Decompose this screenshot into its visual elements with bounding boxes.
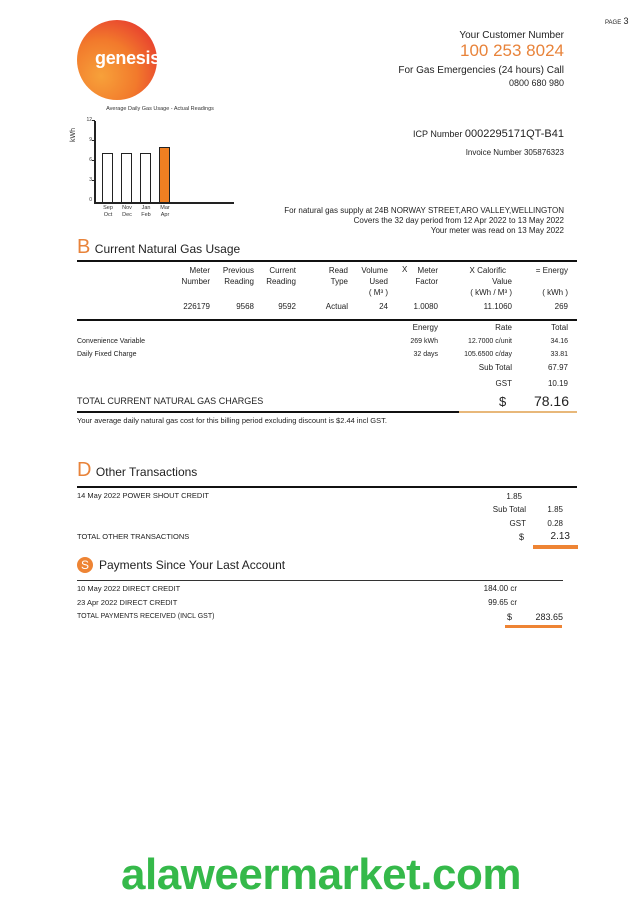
meter-factor-value: 1.0080: [413, 302, 438, 311]
header-text: Used: [369, 277, 388, 286]
charge-row: [77, 338, 568, 352]
subtotal-value: 67.97: [547, 363, 568, 372]
chart-x-axis: [94, 202, 234, 204]
x-label-line: Mar: [160, 205, 170, 211]
chart-bar: [140, 153, 151, 202]
invoice-label: Invoice Number: [465, 148, 522, 157]
y-tick: 12: [86, 117, 92, 123]
total-other-label: TOTAL OTHER TRANSACTIONS: [77, 532, 190, 541]
read-type-value: Actual: [325, 302, 348, 311]
header-text: ( kWh ): [542, 288, 568, 297]
section-b-heading: [77, 236, 240, 259]
section-b-letter: B: [77, 236, 91, 258]
currency-symbol: $: [499, 394, 507, 409]
section-b-title: Current Natural Gas Usage: [94, 242, 241, 256]
other-total-underline: [533, 545, 578, 549]
payment-label: 10 May 2022 DIRECT CREDIT: [77, 584, 181, 593]
x-label-line: Jan: [141, 205, 151, 211]
meter-table-rule: [77, 319, 577, 321]
col-energy: [520, 265, 568, 298]
dollar-circle-icon: S: [77, 557, 93, 573]
other-gst-label: GST: [509, 519, 526, 528]
header-text: Reading: [266, 277, 296, 286]
calorific-value-value: 11.1060: [483, 302, 512, 311]
header-text: Value: [492, 277, 512, 286]
payment-amount: 184.00 cr: [483, 584, 517, 593]
header-text: Volume: [361, 266, 388, 275]
section-d-rule: [77, 486, 577, 488]
col-volume-used: [350, 265, 388, 298]
charge-label: Daily Fixed Charge: [77, 351, 137, 358]
chart-y-axis: [94, 121, 96, 203]
header-text: Read: [328, 266, 348, 275]
col-calorific-value: [450, 265, 512, 298]
gst-label: GST: [495, 379, 512, 388]
transaction-amount: 1.85: [506, 492, 522, 501]
charge-rate: 12.7000 c/unit: [468, 338, 512, 345]
header-text: Meter: [417, 266, 438, 275]
current-reading-value: 9592: [278, 302, 296, 311]
x-label-line: Oct: [103, 212, 113, 218]
emergency-phone: 0800 680 980: [508, 78, 564, 88]
charges-header-rate: Rate: [495, 323, 512, 332]
other-currency: $: [519, 532, 525, 542]
charge-label: Convenience Variable: [77, 338, 145, 345]
header-text: ( kWh / M³ ): [470, 288, 512, 297]
section-d-letter: D: [77, 459, 92, 481]
supply-address: For natural gas supply at 24B NORWAY STREET,ARO VALLEY,WELLINGTON: [284, 206, 564, 215]
previous-reading-value: 9568: [236, 302, 254, 311]
x-label-line: Feb: [141, 212, 151, 218]
col-meter-number: [170, 265, 210, 287]
icp-row: [360, 128, 564, 140]
gst-value: 10.19: [547, 379, 568, 388]
chart-bar: [159, 147, 170, 202]
total-rule: [77, 411, 461, 413]
brand-name: genesis: [95, 48, 160, 68]
multiply-symbol: X: [402, 265, 408, 274]
header-text: Factor: [415, 277, 438, 286]
chart-x-label: [117, 205, 137, 219]
x-label-line: Dec: [122, 212, 132, 218]
watermark: alaweermarket.com: [121, 850, 521, 899]
chart-title: Average Daily Gas Usage - Actual Readings: [106, 106, 214, 112]
payments-title: Payments Since Your Last Account: [99, 558, 286, 572]
y-tick: 3: [89, 177, 92, 183]
transaction-label: 14 May 2022 POWER SHOUT CREDIT: [77, 491, 209, 500]
energy-value: 269: [554, 302, 568, 311]
section-d-heading: [77, 459, 197, 482]
other-subtotal: 1.85: [547, 505, 563, 514]
x-label-line: Nov: [122, 205, 132, 211]
header-text: Reading: [224, 277, 254, 286]
y-tick: 6: [89, 157, 92, 163]
y-tick: 9: [89, 137, 92, 143]
invoice-number: 305876323: [523, 148, 564, 157]
icp-label: ICP Number: [413, 129, 463, 139]
total-gas-charges: 78.16: [533, 393, 569, 409]
meter-number-value: 226179: [183, 302, 210, 311]
header-text: Type: [330, 277, 348, 286]
col-previous-reading: [214, 265, 254, 287]
emergency-label: For Gas Emergencies (24 hours) Call: [398, 65, 564, 76]
total-underline: [459, 411, 577, 413]
payments-heading: [77, 557, 285, 573]
icp-number: 0002295171QT-B41: [464, 128, 564, 140]
chart-bar: [102, 153, 113, 202]
average-cost-note: Your average daily natural gas cost for this billing period excluding discount is $2.44 incl GST.: [77, 416, 387, 425]
charge-rate: 105.6500 c/day: [464, 351, 512, 358]
meter-read-date: Your meter was read on 13 May 2022: [430, 226, 564, 235]
header-text: Current: [269, 266, 296, 275]
header-text: Number: [181, 277, 210, 286]
payment-amount: 99.65 cr: [488, 598, 517, 607]
customer-number: 100 253 8024: [460, 41, 564, 60]
payments-rule: [77, 580, 563, 581]
subtotal-label: Sub Total: [478, 363, 512, 372]
section-b-rule: [77, 260, 577, 262]
col-meter-factor: [400, 265, 438, 287]
other-subtotal-label: Sub Total: [492, 505, 526, 514]
y-tick: 0: [89, 197, 92, 203]
header-text: X Calorific: [469, 266, 506, 275]
charges-header-energy: Energy: [412, 323, 438, 332]
section-d-title: Other Transactions: [95, 465, 198, 479]
charge-total: 34.16: [550, 338, 568, 345]
total-payments-label: TOTAL PAYMENTS RECEIVED (INCL GST): [77, 613, 215, 620]
payments-total-underline: [505, 625, 562, 628]
chart-x-label: [136, 205, 156, 219]
total-gas-charges-label: TOTAL CURRENT NATURAL GAS CHARGES: [77, 396, 264, 406]
invoice-row: [380, 148, 564, 157]
x-label-line: Sep: [103, 205, 113, 211]
header-text: Meter: [189, 266, 210, 275]
charge-total: 33.81: [550, 351, 568, 358]
col-read-type: [310, 265, 348, 287]
charge-energy: 32 days: [413, 351, 438, 358]
customer-number-label: Your Customer Number: [459, 30, 564, 41]
chart-bar: [121, 153, 132, 202]
charge-energy: 269 kWh: [410, 338, 438, 345]
col-current-reading: [256, 265, 296, 287]
chart-y-label: kWh: [70, 128, 77, 142]
payment-label: 23 Apr 2022 DIRECT CREDIT: [77, 598, 178, 607]
header-text: = Energy: [535, 266, 568, 275]
charges-header-total: Total: [551, 323, 568, 332]
other-gst: 0.28: [547, 519, 563, 528]
x-label-line: Apr: [160, 212, 170, 218]
header-text: ( M³ ): [368, 288, 388, 297]
payments-currency: $: [507, 612, 513, 622]
page-indicator: [605, 16, 628, 26]
chart-x-label: [155, 205, 175, 219]
chart-x-label: [98, 205, 118, 219]
total-payments: 283.65: [535, 612, 563, 622]
page-label: PAGE: [605, 20, 622, 26]
header-text: Previous: [222, 266, 254, 275]
volume-used-value: 24: [379, 302, 388, 311]
page-number: 3: [623, 16, 629, 26]
billing-period: Covers the 32 day period from 12 Apr 2022 to 13 May 2022: [353, 216, 564, 225]
total-other: 2.13: [550, 531, 570, 542]
